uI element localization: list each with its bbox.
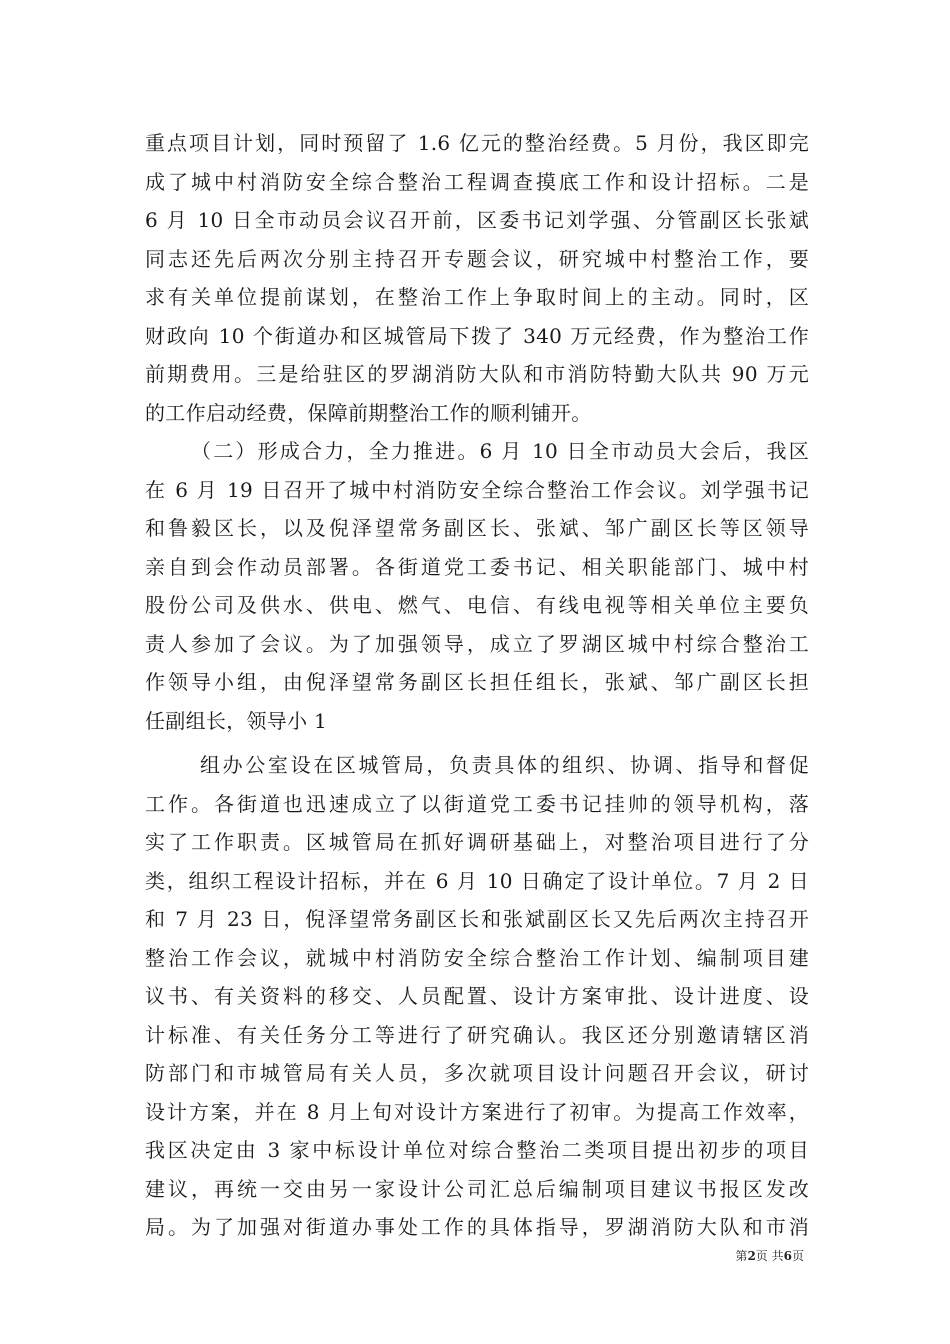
- text-line: 前期费用。三是给驻区的罗湖消防大队和市消防特勤大队共 90 万元: [145, 362, 809, 386]
- text-line: 建议，再统一交由另一家设计公司汇总后编制项目建议书报区发改: [145, 1176, 809, 1201]
- text-line: 类，组织工程设计招标，并在 6 月 10 日确定了设计单位。7 月 2 日: [145, 868, 809, 893]
- text-line: 在 6 月 19 日召开了城中村消防安全综合整治工作会议。刘学强书记: [145, 477, 809, 502]
- text-line: 同志还先后两次分别主持召开专题会议，研究城中村整治工作，要: [145, 246, 809, 271]
- footer-middle: 页 共: [755, 1249, 784, 1263]
- text-line: 6 月 10 日全市动员会议召开前，区委书记刘学强、分管副区长张斌: [145, 208, 809, 232]
- page-footer: [735, 1248, 804, 1264]
- total-pages-number: 6: [783, 1249, 792, 1263]
- text-line: 整治工作会议，就城中村消防安全综合整治工作计划、编制项目建: [145, 945, 809, 970]
- text-line: 成了城中村消防安全综合整治工程调查摸底工作和设计招标。二是: [145, 169, 809, 194]
- body-text: [145, 124, 809, 1247]
- text-line: 作领导小组，由倪泽望常务副区长担任组长，张斌、邹广副区长担: [145, 670, 809, 694]
- text-line: 和 7 月 23 日，倪泽望常务副区长和张斌副区长又先后两次主持召开: [145, 907, 809, 931]
- section-heading-line: （二）形成合力，全力推进。6 月 10 日全市动员大会后，我区: [191, 439, 809, 463]
- text-line: 局。为了加强对街道办事处工作的具体指导，罗湖消防大队和市消: [145, 1215, 809, 1239]
- text-line: 实了工作职责。区城管局在抓好调研基础上，对整治项目进行了分: [145, 830, 809, 854]
- text-line: 重点项目计划，同时预留了 1.6 亿元的整治经费。5 月份，我区即完: [145, 131, 809, 155]
- footer-prefix: 第: [735, 1249, 748, 1263]
- text-line: 财政向 10 个街道办和区城管局下拨了 340 万元经费，作为整治工作: [145, 323, 809, 348]
- text-line: 亲自到会作动员部署。各街道党工委书记、相关职能部门、城中村: [145, 554, 809, 579]
- footer-suffix: 页: [791, 1249, 804, 1263]
- text-line: 议书、有关资料的移交、人员配置、设计方案审批、设计进度、设: [145, 984, 809, 1008]
- text-line: 设计方案，并在 8 月上旬对设计方案进行了初审。为提高工作效率，: [145, 1099, 809, 1124]
- text-line: 责人参加了会议。为了加强领导，成立了罗湖区城中村综合整治工: [145, 631, 809, 656]
- text-line: 和鲁毅区长，以及倪泽望常务副区长、张斌、邹广副区长等区领导: [145, 516, 809, 540]
- text-line: 计标准、有关任务分工等进行了研究确认。我区还分别邀请辖区消: [145, 1022, 809, 1047]
- text-line: 股份公司及供水、供电、燃气、电信、有线电视等相关单位主要负: [145, 593, 809, 617]
- current-page-number: 2: [747, 1249, 756, 1263]
- text-line: 防部门和市城管局有关人员，多次就项目设计问题召开会议，研讨: [145, 1061, 809, 1085]
- text-line: 任副组长，领导小 1: [145, 708, 328, 733]
- text-line: 的工作启动经费，保障前期整治工作的顺利铺开。: [145, 400, 592, 425]
- text-line: 我区决定由 3 家中标设计单位对综合整治二类项目提出初步的项目: [145, 1138, 809, 1162]
- text-line: 组办公室设在区城管局，负责具体的组织、协调、指导和督促: [200, 753, 809, 777]
- text-line: 工作。各街道也迅速成立了以街道党工委书记挂帅的领导机构，落: [145, 791, 809, 816]
- text-line: 求有关单位提前谋划，在整治工作上争取时间上的主动。同时，区: [145, 285, 809, 309]
